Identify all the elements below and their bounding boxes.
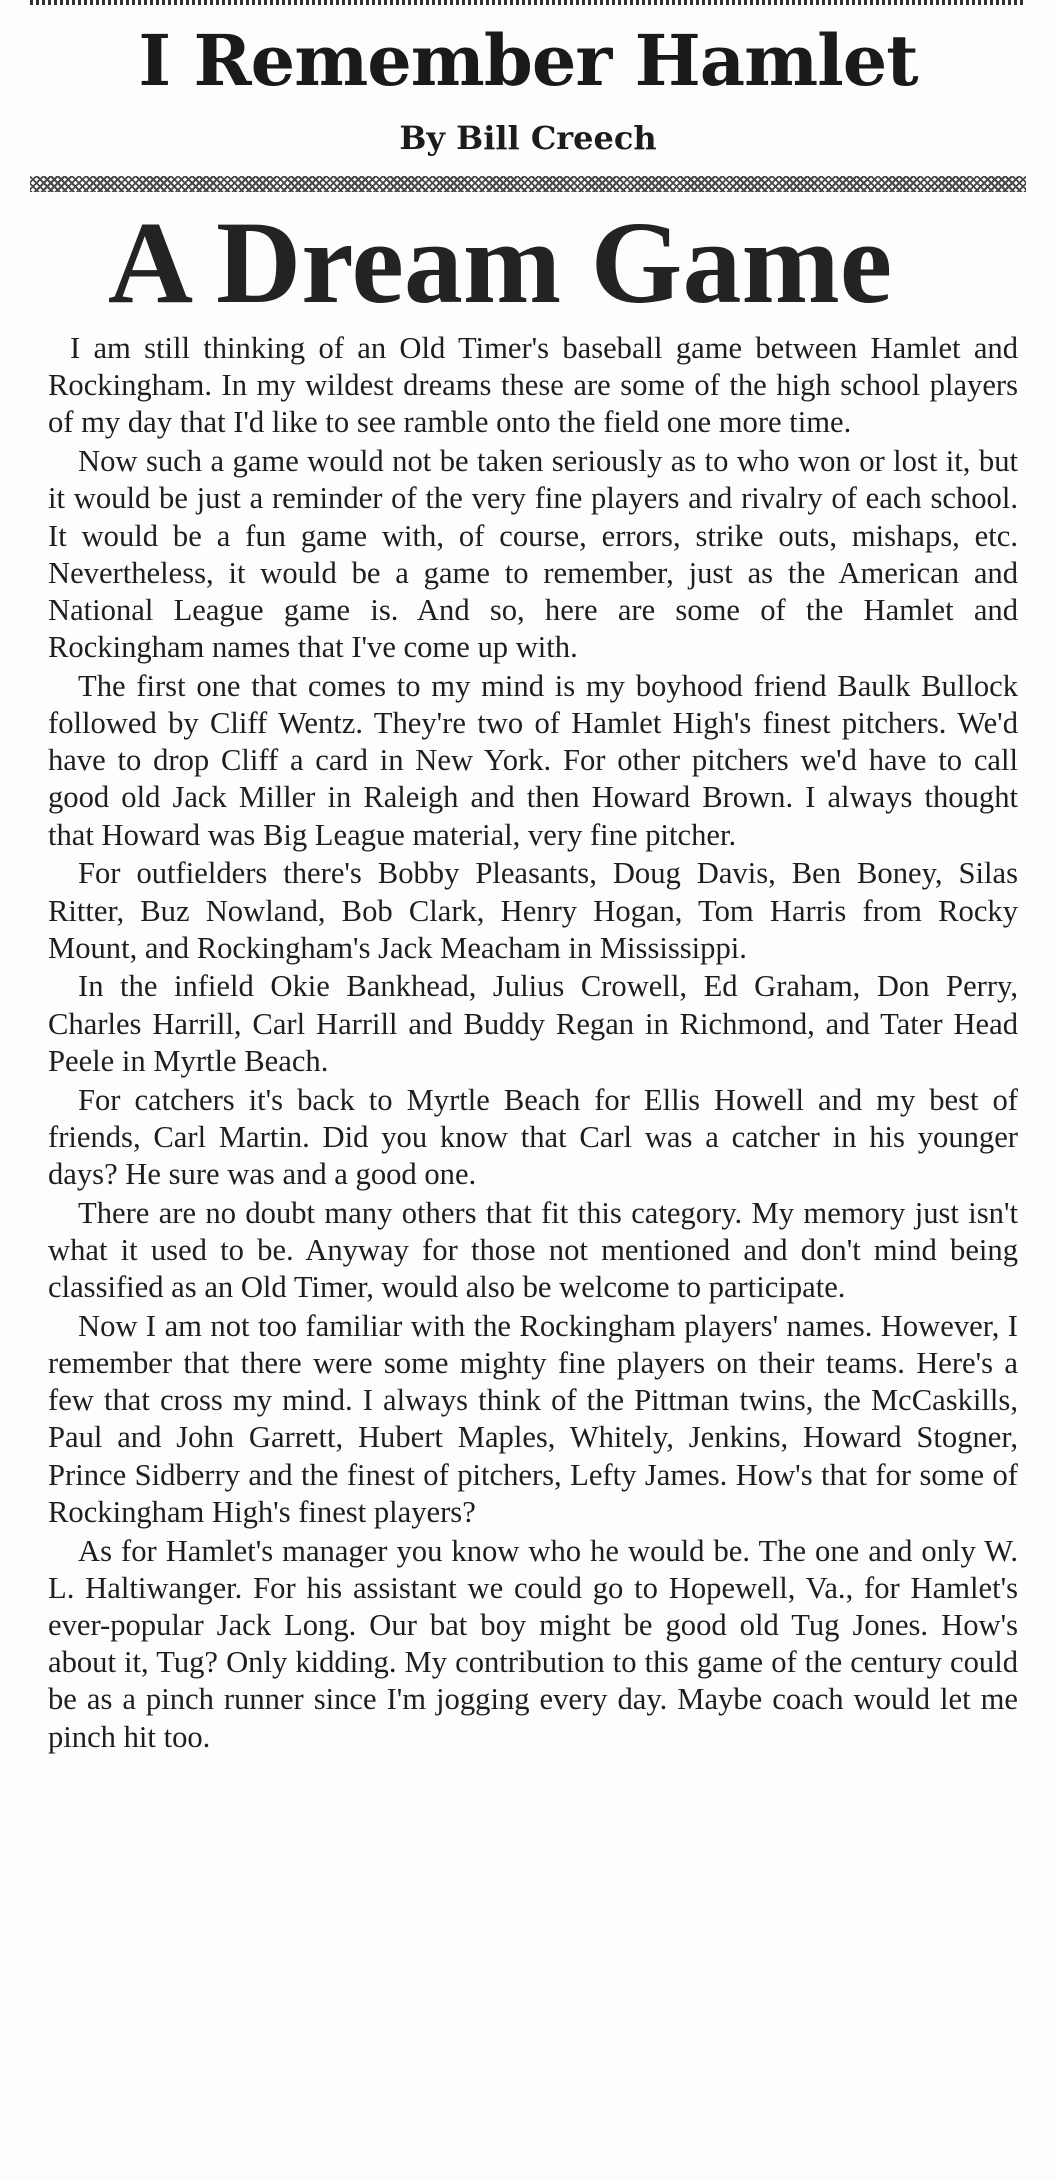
- article-paragraph-6: For catchers it's back to Myrtle Beach for Ellis Howell and my best of friends, Carl Martin. Did you know that Carl was a catcher in his younger days? He sure was and a good one.: [48, 1082, 1018, 1191]
- byline: By Bill Creech: [399, 119, 657, 157]
- article-paragraph-3: The first one that comes to my mind is my boyhood friend Baulk Bullock followed by Cliff Wentz. They're two of Hamlet High's finest pitchers. We'd have to drop Cliff a card in New York. For other pitchers we'd have to call good old Jack Miller in Raleigh and then Howard Brown. I always thought that Howard was Big League material, very fine pitcher.: [48, 668, 1018, 852]
- article-paragraph-7: There are no doubt many others that fit this category. My memory just isn't what it used to be. Anyway for those not mentioned and don't mind being classified as an Old Timer, would also be welcome to participate.: [48, 1195, 1018, 1305]
- article-paragraph-2: Now such a game would not be taken seriously as to who won or lost it, but it would be just a reminder of the very fine players and rivalry of each school. It would be a fun game with, of course, errors, strike outs, mishaps, etc. Nevertheless, it would be a game to remember, just as the American and National League game is. And so, here are some of the Hamlet and Rockingham names that I've come up with.: [48, 444, 1018, 665]
- article-body: [48, 330, 1018, 1757]
- article-paragraph-4: For outfielders there's Bobby Pleasants, Doug Davis, Ben Boney, Silas Ritter, Buz Nowland, Bob Clark, Henry Hogan, Tom Harris from Rocky Mount, and Rockingham's Jack Meacham in Mississippi.: [48, 856, 1018, 965]
- top-dotted-rule: [30, 0, 1026, 5]
- article-paragraph-5: In the infield Okie Bankhead, Julius Crowell, Ed Graham, Don Perry, Charles Harrill, Carl Harrill and Buddy Regan in Richmond, and Tater Head Peele in Myrtle Beach.: [48, 969, 1018, 1078]
- column-title: I Remember Hamlet: [138, 19, 918, 102]
- article-headline: A Dream Game: [107, 197, 893, 328]
- hatched-divider: [30, 176, 1026, 192]
- article-paragraph-1: I am still thinking of an Old Timer's baseball game between Hamlet and Rockingham. In my wildest dreams these are some of the high school players of my day that I'd like to see ramble onto the field one more time.: [48, 331, 1018, 440]
- article-paragraph-8: Now I am not too familiar with the Rockingham players' names. However, I remember that there were some mighty fine players on their teams. Here's a few that cross my mind. I always think of the Pittman twins, the McCaskills, Paul and John Garrett, Hubert Maples, Whitely, Jenkins, Howard Stogner, Prince Sidberry and the finest of pitchers, Lefty James. How's that for some of Rockingham High's finest players?: [48, 1308, 1018, 1529]
- article-paragraph-9: As for Hamlet's manager you know who he would be. The one and only W. L. Haltiwanger. For his assistant we could go to Hopewell, Va., for Hamlet's ever-popular Jack Long. Our bat boy might be good old Tug Jones. How's about it, Tug? Only kidding. My contribution to this game of the century could be as a pinch runner since I'm jogging every day. Maybe coach would let me pinch hit too.: [48, 1533, 1018, 1754]
